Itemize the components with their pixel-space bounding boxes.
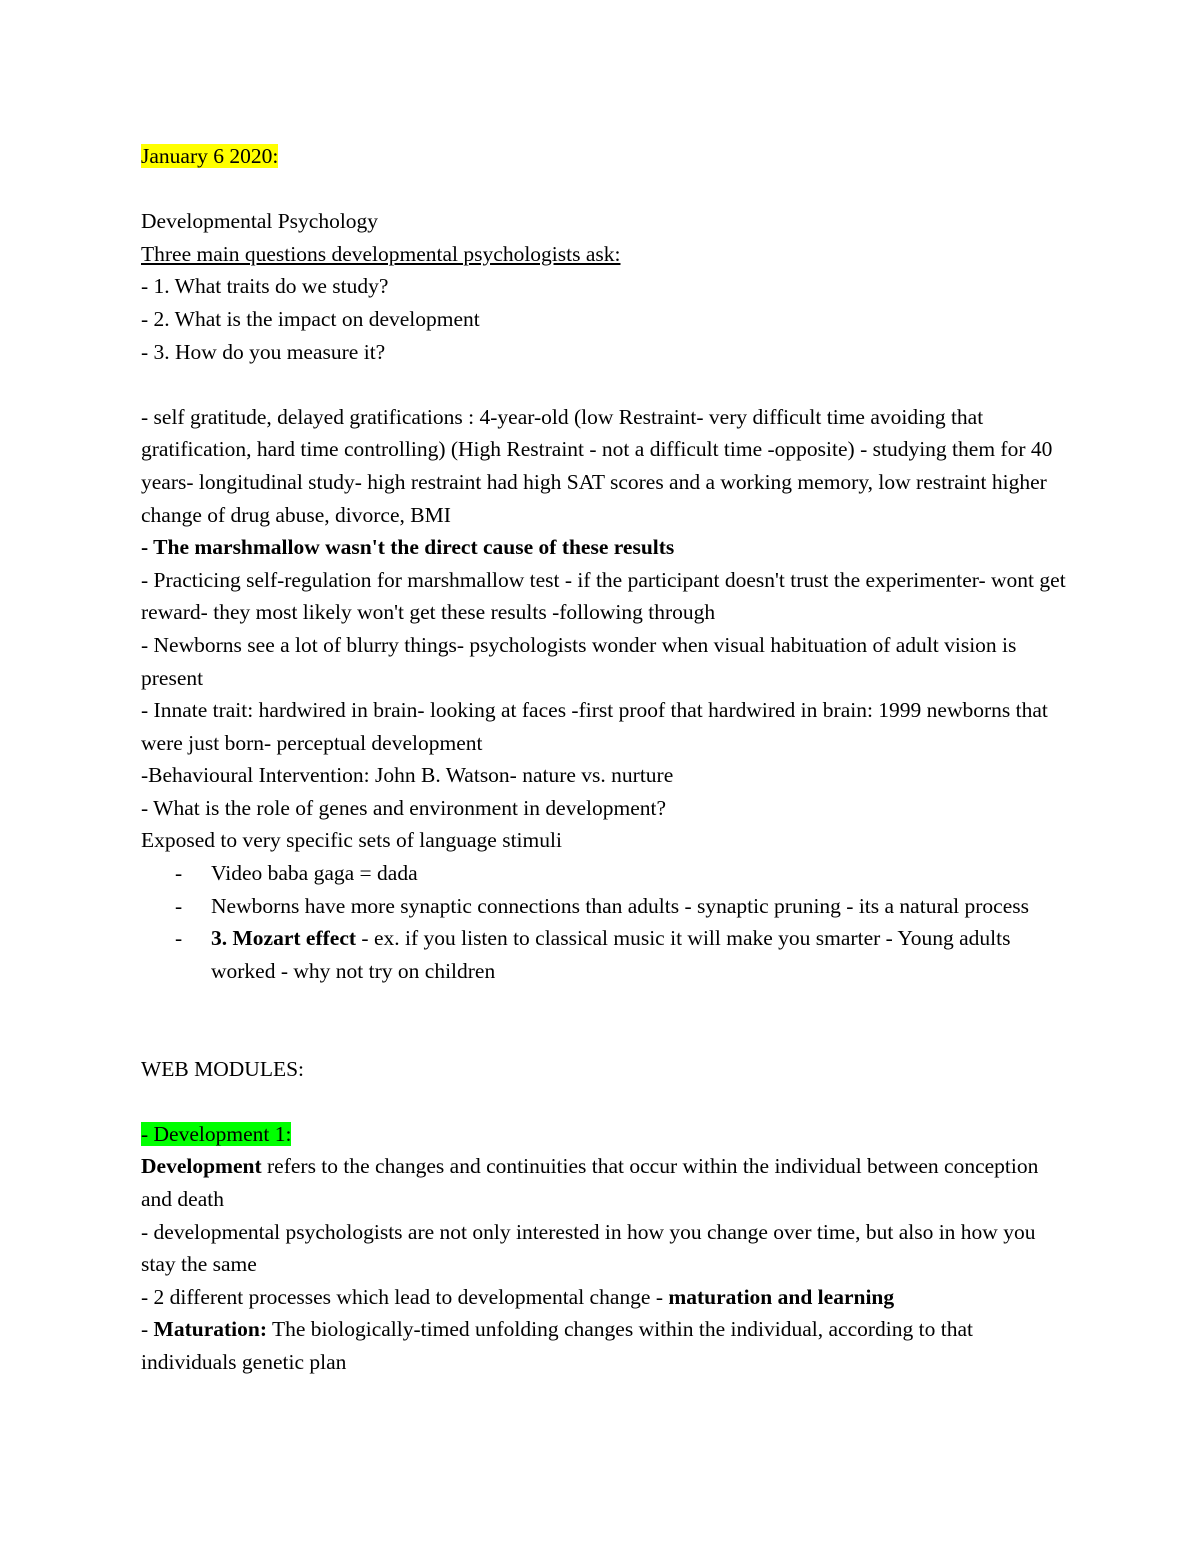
questions-heading-line xyxy=(141,238,1071,271)
para-practicing: - Practicing self-regulation for marshmallow test - if the participant doesn't trust the experimenter- wont get reward- they most likely won't get these results -following through xyxy=(141,567,1066,625)
bullet-dash: - xyxy=(175,893,183,918)
para-maturation xyxy=(141,1313,1071,1378)
para-stay-same: - developmental psychologists are not only interested in how you change over time, but also in how you stay the same xyxy=(141,1219,1036,1277)
list-item xyxy=(141,922,1071,987)
date-heading-line xyxy=(141,140,1071,173)
bullet-text: Newborns have more synaptic connections than adults - synaptic pruning - its a natural process xyxy=(211,893,1029,918)
dev-definition xyxy=(141,1150,1071,1215)
questions-heading: Three main questions developmental psychologists ask: xyxy=(141,241,621,266)
question-item: - 3. How do you measure it? xyxy=(141,339,386,364)
para-gratification: - self gratitude, delayed gratifications : 4-year-old (low Restraint- very difficult time avoiding that gratification, hard time controlling) (High Restraint - not a difficult time -opposite) - studying them for 40 years- longitudinal study- high restraint had high SAT scores and a working memory, low restraint higher change of drug abuse, divorce, BMI xyxy=(141,404,1053,527)
spacer xyxy=(141,1085,1071,1118)
para-processes xyxy=(141,1281,1071,1314)
document-page xyxy=(141,140,1071,1379)
list-item xyxy=(141,857,1071,890)
question-item: - 1. What traits do we study? xyxy=(141,274,389,299)
mozart-effect-bold: 3. Mozart effect xyxy=(211,926,357,951)
dev1-heading-line xyxy=(141,1118,1071,1151)
spacer xyxy=(141,368,1071,401)
marshmallow-bold-line xyxy=(141,531,1071,564)
bullet-text: - ex. if you listen to classical music it will make you smarter - Young adults worked - why not try on children xyxy=(211,926,1011,983)
dev-definition-text: refers to the changes and continuities that occur within the individual between conception and death xyxy=(141,1154,1039,1211)
date-heading: January 6 2020: xyxy=(141,144,279,168)
list-item xyxy=(141,890,1071,923)
para-genes: - What is the role of genes and environment in development? xyxy=(141,795,666,820)
dev1-heading: - Development 1: xyxy=(141,1121,292,1146)
para-maturation-term: Maturation: xyxy=(153,1317,267,1342)
marshmallow-bold: - The marshmallow wasn't the direct cause of these results xyxy=(141,535,675,560)
dev-definition-term: Development xyxy=(141,1154,262,1179)
para-newborns: - Newborns see a lot of blurry things- psychologists wonder when visual habituation of adult vision is present xyxy=(141,632,1017,690)
title: Developmental Psychology xyxy=(141,209,379,234)
question-item: - 2. What is the impact on development xyxy=(141,306,480,331)
para-exposed: Exposed to very specific sets of language stimuli xyxy=(141,828,562,853)
para-innate: - Innate trait: hardwired in brain- looking at faces -first proof that hardwired in brain: 1999 newborns that were just born- perceptual development xyxy=(141,698,1048,755)
bullet-dash: - xyxy=(175,861,183,886)
para-processes-bold: maturation and learning xyxy=(668,1284,895,1309)
spacer xyxy=(141,173,1071,206)
bullet-list xyxy=(141,857,1071,987)
para-processes-text: - 2 different processes which lead to developmental change - xyxy=(141,1284,669,1309)
para-maturation-dash: - xyxy=(141,1317,154,1342)
bullet-text: Video baba gaga = dada xyxy=(211,861,418,886)
bullet-dash: - xyxy=(175,926,183,951)
web-modules-heading: WEB MODULES: xyxy=(141,1056,305,1081)
spacer xyxy=(141,987,1071,1052)
para-maturation-text: The biologically-timed unfolding changes within the individual, according to that individuals genetic plan xyxy=(141,1317,973,1374)
para-behavioural: -Behavioural Intervention: John B. Watson- nature vs. nurture xyxy=(141,763,674,788)
